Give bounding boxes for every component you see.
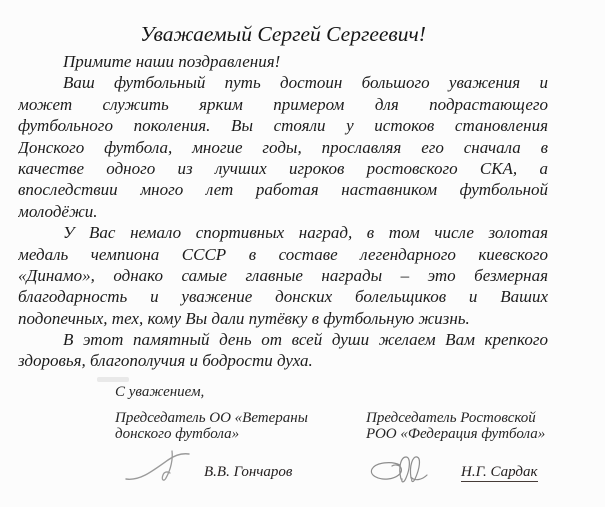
signature-stroke-right [366,451,432,489]
paragraph-career [18,72,548,222]
body-line: Примите наши поздравления! [63,52,281,71]
signer-right-title-line: Председатель Ростовской [366,410,536,426]
letter-body [18,51,548,372]
signer-right-title-line: РОО «Федерация футбола» [366,425,546,442]
body-line: В этот памятный день от всей души желаем Вам крепкого [63,330,548,350]
signer-left-block [115,411,365,442]
scan-smudge [97,377,129,382]
paragraph-wishes [18,329,548,372]
signer-left-name: В.В. Гончаров [204,464,293,480]
paragraph-awards [18,222,548,329]
body-line: медаль чемпиона СССР в составе легендарного киевского [18,244,548,264]
signature-stroke-left [123,448,193,488]
body-line: подопечных, тех, кому Вы дали путёвку в футбольную жизнь. [18,308,470,328]
body-line: может служить ярким примером для подрастающего [18,94,548,114]
body-line: «Динамо», однако самые главные награды – это безмерная [18,265,548,285]
body-line: Донского футбола, многие годы, прославляя его сначала в [18,137,548,157]
body-line: здоровья, благополучия и бодрости духа. [18,351,313,371]
signer-left-title-line: донского футбола» [115,425,240,442]
signer-right-block [366,411,581,442]
body-line: благодарность и уважение донских болельщиков и Ваших [18,287,548,307]
letter-title: Уважаемый Сергей Сергеевич! [140,22,426,46]
body-line: впоследствии много лет работая наставником футбольной [18,180,548,200]
body-line: молодёжи. [18,201,98,221]
body-line: У Вас немало спортивных наград, в том числе золотая [63,223,548,243]
signer-left-title-line: Председатель ОО «Ветераны [115,410,308,426]
salutation: С уважением, [115,384,205,400]
body-line: Ваш футбольный путь достоин большого уважения и [63,73,548,93]
signer-right-name: Н.Г. Сардак [461,464,538,480]
body-line: футбольного поколения. Вы стояли у истоков становления [18,116,548,136]
body-line: качестве одного из лучших игроков ростовского СКА, а [18,158,548,178]
paragraph-greeting [18,51,548,72]
